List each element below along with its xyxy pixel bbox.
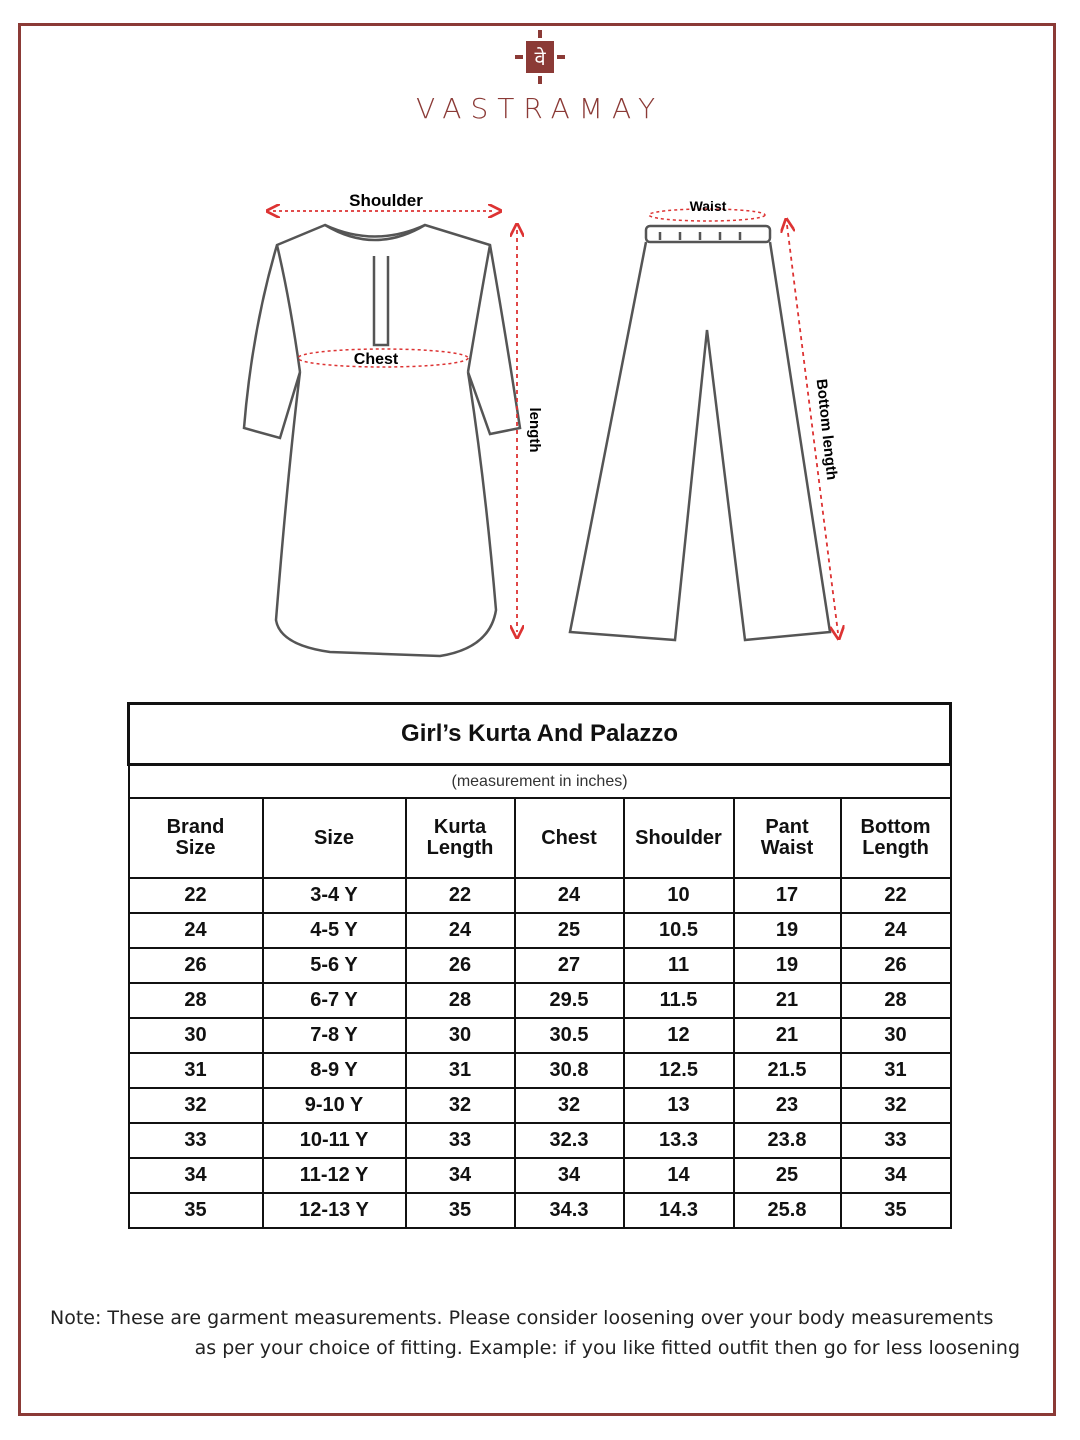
table-cell: 30: [841, 1018, 951, 1053]
column-header-line: Length: [426, 837, 494, 859]
table-cell: 30.5: [515, 1018, 624, 1053]
table-cell: 35: [406, 1193, 515, 1228]
table-cell: 31: [129, 1053, 263, 1088]
table-cell: 3-4 Y: [263, 878, 406, 913]
table-cell: 32.3: [515, 1123, 624, 1158]
table-row: [129, 1018, 951, 1053]
column-header-line: Chest: [541, 826, 597, 849]
table-cell: 25: [734, 1158, 841, 1193]
column-header: [734, 798, 841, 878]
svg-text:वे: वे: [534, 46, 546, 70]
table-cell: 32: [841, 1088, 951, 1123]
table-cell: 21: [734, 1018, 841, 1053]
table-cell: 13: [624, 1088, 734, 1123]
table-cell: 11: [624, 948, 734, 983]
table-cell: 9-10 Y: [263, 1088, 406, 1123]
column-header-line: Waist: [760, 837, 814, 859]
column-header-line: Brand: [166, 816, 225, 838]
table-cell: 24: [841, 913, 951, 948]
table-cell: 31: [406, 1053, 515, 1088]
table-cell: 10.5: [624, 913, 734, 948]
column-header-line: Shoulder: [635, 826, 722, 849]
column-header-line: Size: [313, 826, 355, 849]
table-cell: 10: [624, 878, 734, 913]
table-header-row: [129, 798, 951, 878]
table-row: [129, 1123, 951, 1158]
table-cell: 8-9 Y: [263, 1053, 406, 1088]
table-cell: 33: [841, 1123, 951, 1158]
column-header: [406, 798, 515, 878]
table-row: [129, 1193, 951, 1228]
table-cell: 17: [734, 878, 841, 913]
table-cell: 28: [129, 983, 263, 1018]
table-cell: 32: [129, 1088, 263, 1123]
table-cell: 28: [406, 983, 515, 1018]
kurta-outline: [244, 225, 520, 656]
table-cell: 19: [734, 948, 841, 983]
table-row: [129, 1158, 951, 1193]
table-cell: 23: [734, 1088, 841, 1123]
table-cell: 25: [515, 913, 624, 948]
table-subtitle: (measurement in inches): [129, 765, 951, 799]
table-cell: 21.5: [734, 1053, 841, 1088]
table-row: [129, 983, 951, 1018]
table-cell: 24: [515, 878, 624, 913]
table-cell: 27: [515, 948, 624, 983]
note-line-2: as per your choice of fitting. Example: if you like fitted outfit then go for less loosening: [194, 1337, 1020, 1359]
table-row: [129, 878, 951, 913]
table-cell: 12.5: [624, 1053, 734, 1088]
table-cell: 21: [734, 983, 841, 1018]
table-cell: 26: [406, 948, 515, 983]
table-cell: 32: [515, 1088, 624, 1123]
table-cell: 34: [841, 1158, 951, 1193]
palazzo-outline: [570, 226, 830, 640]
garment-diagram: [0, 180, 1080, 670]
table-cell: 22: [129, 878, 263, 913]
table-row: [129, 1088, 951, 1123]
table-cell: 33: [406, 1123, 515, 1158]
column-header-line: Kurta: [433, 816, 487, 838]
table-cell: 28: [841, 983, 951, 1018]
table-cell: 13.3: [624, 1123, 734, 1158]
table-cell: 34: [406, 1158, 515, 1193]
table-row: [129, 1053, 951, 1088]
column-header-line: Bottom: [860, 816, 931, 838]
table-row: [129, 913, 951, 948]
table-cell: 25.8: [734, 1193, 841, 1228]
waist-label: Waist: [689, 198, 727, 214]
table-cell: 35: [841, 1193, 951, 1228]
table-cell: 12-13 Y: [263, 1193, 406, 1228]
column-header: [841, 798, 951, 878]
table-cell: 12: [624, 1018, 734, 1053]
table-title: Girl’s Kurta And Palazzo: [129, 704, 951, 765]
table-cell: 22: [841, 878, 951, 913]
chest-label: Chest: [353, 351, 399, 368]
table-body: [129, 878, 951, 1228]
table-cell: 14: [624, 1158, 734, 1193]
size-chart-table: [127, 702, 952, 1229]
table-cell: 26: [129, 948, 263, 983]
table-cell: 31: [841, 1053, 951, 1088]
brand-logo: [0, 30, 1080, 125]
table-cell: 34.3: [515, 1193, 624, 1228]
table-cell: 7-8 Y: [263, 1018, 406, 1053]
table-cell: 30: [406, 1018, 515, 1053]
table-cell: 34: [129, 1158, 263, 1193]
table-cell: 22: [406, 878, 515, 913]
column-header: [515, 798, 624, 878]
note-line-1: Note: These are garment measurements. Please consider loosening over your body measurements: [50, 1307, 994, 1329]
table-cell: 32: [406, 1088, 515, 1123]
table-row: [129, 948, 951, 983]
table-cell: 33: [129, 1123, 263, 1158]
table-cell: 11.5: [624, 983, 734, 1018]
table-cell: 19: [734, 913, 841, 948]
column-header: [129, 798, 263, 878]
table-cell: 35: [129, 1193, 263, 1228]
column-header-line: Length: [862, 837, 929, 859]
table-cell: 34: [515, 1158, 624, 1193]
table-cell: 26: [841, 948, 951, 983]
table-cell: 23.8: [734, 1123, 841, 1158]
brand-name: VASTRAMAY: [415, 92, 665, 125]
fitting-note: [50, 1303, 1020, 1363]
table-cell: 29.5: [515, 983, 624, 1018]
bottom-length-label: Bottom length: [812, 378, 841, 481]
table-cell: 14.3: [624, 1193, 734, 1228]
logo-mark-icon: [515, 30, 565, 86]
column-header-line: Size: [175, 837, 216, 859]
table-cell: 24: [129, 913, 263, 948]
table-cell: 24: [406, 913, 515, 948]
table-cell: 6-7 Y: [263, 983, 406, 1018]
table-cell: 11-12 Y: [263, 1158, 406, 1193]
table-cell: 30.8: [515, 1053, 624, 1088]
table-cell: 30: [129, 1018, 263, 1053]
shoulder-label: Shoulder: [349, 191, 423, 210]
table-cell: 4-5 Y: [263, 913, 406, 948]
table-cell: 10-11 Y: [263, 1123, 406, 1158]
column-header-line: Pant: [765, 816, 809, 838]
column-header: [263, 798, 406, 878]
length-label: length: [526, 407, 543, 453]
table-cell: 5-6 Y: [263, 948, 406, 983]
column-header: [624, 798, 734, 878]
